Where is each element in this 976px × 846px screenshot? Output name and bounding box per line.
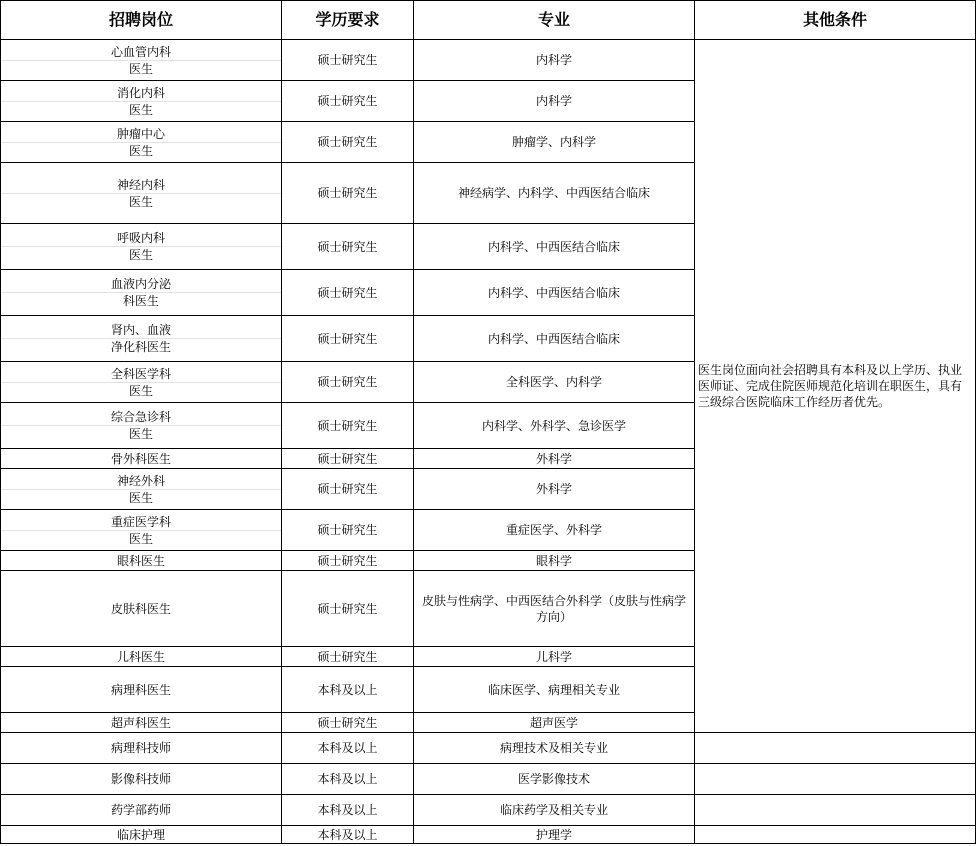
education-cell: 硕士研究生	[282, 571, 414, 647]
major-cell: 超声医学	[414, 713, 695, 733]
major-cell: 护理学	[414, 826, 695, 844]
position-line: 肿瘤中心	[1, 126, 281, 143]
position-line: 医生	[128, 427, 153, 441]
position-line: 呼吸内科	[1, 230, 281, 247]
education-cell: 本科及以上	[282, 667, 414, 713]
position-cell	[1, 122, 282, 163]
other-cell	[695, 795, 976, 826]
table-row	[1, 795, 976, 826]
position-cell: 超声科医生	[1, 713, 282, 733]
education-cell: 本科及以上	[282, 795, 414, 826]
position-cell	[1, 510, 282, 551]
position-line: 消化内科	[1, 85, 281, 102]
position-line: 净化科医生	[110, 340, 171, 354]
major-cell: 临床药学及相关专业	[414, 795, 695, 826]
position-line: 神经外科	[1, 473, 281, 490]
position-cell: 病理科技师	[1, 733, 282, 764]
header-row	[1, 1, 976, 40]
major-cell: 临床医学、病理相关专业	[414, 667, 695, 713]
header-position: 招聘岗位	[1, 1, 282, 40]
position-cell	[1, 362, 282, 403]
major-cell: 外科学	[414, 469, 695, 510]
position-cell: 影像科技师	[1, 764, 282, 795]
position-cell: 病理科医生	[1, 667, 282, 713]
table-row	[1, 40, 976, 81]
major-cell: 内科学、中西医结合临床	[414, 316, 695, 362]
position-cell	[1, 163, 282, 224]
other-cell	[695, 733, 976, 764]
major-cell: 神经病学、内科学、中西医结合临床	[414, 163, 695, 224]
major-cell: 儿科学	[414, 647, 695, 667]
position-cell: 皮肤科医生	[1, 571, 282, 647]
position-cell: 骨外科医生	[1, 449, 282, 469]
major-cell: 内科学、中西医结合临床	[414, 270, 695, 316]
table-row	[1, 733, 976, 764]
education-cell: 硕士研究生	[282, 362, 414, 403]
education-cell: 硕士研究生	[282, 551, 414, 571]
position-line: 肾内、血液	[1, 322, 281, 339]
major-cell: 外科学	[414, 449, 695, 469]
education-cell: 硕士研究生	[282, 449, 414, 469]
education-cell: 硕士研究生	[282, 81, 414, 122]
table-row	[1, 826, 976, 844]
position-line: 医生	[128, 61, 153, 76]
position-cell: 临床护理	[1, 826, 282, 844]
major-cell: 医学影像技术	[414, 764, 695, 795]
major-cell: 内科学	[414, 40, 695, 81]
position-line: 医生	[128, 490, 153, 505]
position-cell: 眼科医生	[1, 551, 282, 571]
position-line: 重症医学科	[1, 514, 281, 531]
position-line: 医生	[128, 531, 153, 546]
education-cell: 本科及以上	[282, 826, 414, 844]
position-line: 血液内分泌	[1, 276, 281, 293]
education-cell: 硕士研究生	[282, 40, 414, 81]
header-other: 其他条件	[695, 1, 976, 40]
position-line: 医生	[128, 143, 153, 158]
major-cell: 内科学、中西医结合临床	[414, 224, 695, 270]
education-cell: 本科及以上	[282, 764, 414, 795]
position-line: 医生	[128, 102, 153, 117]
education-cell: 硕士研究生	[282, 510, 414, 551]
major-cell: 内科学、外科学、急诊医学	[414, 403, 695, 449]
major-cell: 眼科学	[414, 551, 695, 571]
position-cell	[1, 469, 282, 510]
position-line: 综合急诊科	[1, 409, 281, 426]
major-cell: 全科医学、内科学	[414, 362, 695, 403]
education-cell: 硕士研究生	[282, 713, 414, 733]
education-cell: 硕士研究生	[282, 647, 414, 667]
position-line: 神经内科	[1, 177, 281, 194]
position-line: 全科医学科	[1, 366, 281, 383]
major-cell: 病理技术及相关专业	[414, 733, 695, 764]
major-cell: 皮肤与性病学、中西医结合外科学（皮肤与性病学方向）	[414, 571, 695, 647]
education-cell: 硕士研究生	[282, 270, 414, 316]
education-cell: 硕士研究生	[282, 224, 414, 270]
header-education: 学历要求	[282, 1, 414, 40]
education-cell: 硕士研究生	[282, 122, 414, 163]
major-cell: 重症医学、外科学	[414, 510, 695, 551]
education-cell: 本科及以上	[282, 733, 414, 764]
position-cell: 药学部药师	[1, 795, 282, 826]
position-line: 医生	[128, 248, 153, 262]
position-cell	[1, 316, 282, 362]
education-cell: 硕士研究生	[282, 469, 414, 510]
education-cell: 硕士研究生	[282, 316, 414, 362]
doctor-other-conditions: 医生岗位面向社会招聘具有本科及以上学历、执业医师证、完成住院医师规范化培训在职医生，具有三级综合医院临床工作经历者优先。	[695, 40, 976, 733]
position-line: 医生	[128, 194, 153, 209]
position-line: 科医生	[122, 294, 159, 308]
position-cell	[1, 403, 282, 449]
position-line: 心血管内科	[1, 44, 281, 61]
position-line: 医生	[128, 383, 153, 398]
position-cell	[1, 270, 282, 316]
position-cell	[1, 224, 282, 270]
education-cell: 硕士研究生	[282, 403, 414, 449]
position-cell: 儿科医生	[1, 647, 282, 667]
major-cell: 肿瘤学、内科学	[414, 122, 695, 163]
position-cell	[1, 81, 282, 122]
header-major: 专业	[414, 1, 695, 40]
education-cell: 硕士研究生	[282, 163, 414, 224]
position-cell	[1, 40, 282, 81]
other-cell	[695, 826, 976, 844]
major-cell: 内科学	[414, 81, 695, 122]
table-row	[1, 764, 976, 795]
other-cell	[695, 764, 976, 795]
